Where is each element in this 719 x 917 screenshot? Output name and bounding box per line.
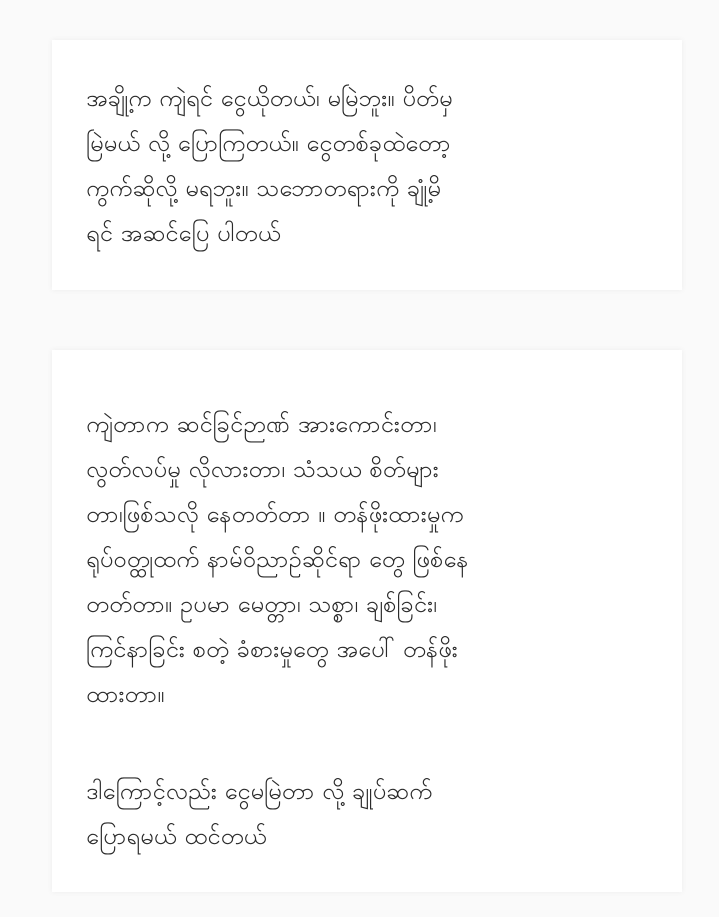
text-card-bottom — [52, 350, 682, 892]
paragraph-explanation: ကျဲတာက ဆင်ခြင်ဉာဏ် အားကောင်းတာ၊ လွတ်လပ်မှု လိုလားတာ၊ သံသယ စိတ်များ တာ၊ဖြစ်သလို နေတတ်တာ ။ တန်ဖိုးထားမှုက ရုပ်ဝတ္ထုထက် နာမ်ဝိညာဉ်ဆိုင်ရာ တွေ ဖြစ်နေ တတ်တာ။ ဥပမာ မေတ္တာ၊ သစ္စာ၊ ချစ်ခြင်း၊ ကြင်နာခြင်း စတဲ့ ခံစားမှုတွေ အပေါ် တန်ဖိုး ထားတာ။ — [86, 410, 469, 708]
paragraph-intro: အချို့က ကျဲရင် ငွေယိုတယ်၊ မမြဲဘူး။ ပိတ်မှ မြဲမယ် လို့ ပြောကြတယ်။ ငွေတစ်ခုထဲတော့ ကွက်ဆိုလို့ မရဘူး။ သဘောတရားကို ချုံ့မိ ရင် အဆင်ပြေ ပါတယ် — [86, 84, 453, 247]
text-card-top — [52, 40, 682, 290]
paragraph-conclusion: ဒါကြောင့်လည်း ငွေမမြဲတာ လို့ ချုပ်ဆက် ပြောရမယ် ထင်တယ် — [86, 777, 433, 850]
